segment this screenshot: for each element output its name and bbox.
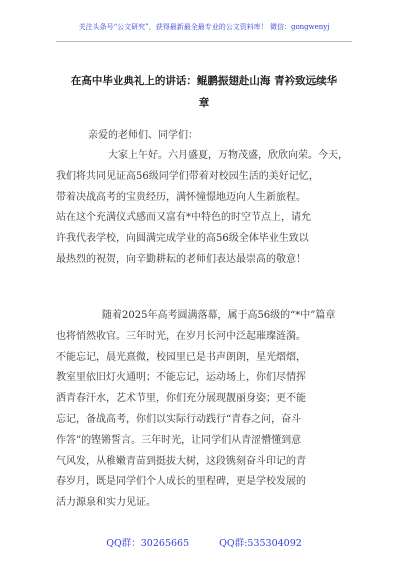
title-line-2: 章	[198, 97, 210, 109]
paragraph-line: 许我代表学校，向圆满完成学业的高56级全体毕业生致以	[56, 233, 309, 245]
header-banner: 关注头条号“公文研究”，获得最新最全最专业的公文资料库！ 微信：gongwenyj	[78, 23, 330, 31]
paragraph-line: 不能忘记，晨光熹微，校园里已是书声朗朗，星光熠熠，	[56, 351, 306, 363]
paragraph-line: 大家上午好。六月盛夏，万物茂盛，欣欣向荣。今天，	[108, 150, 348, 161]
paragraph-line: 我们将共同见证高56级同学们带着对校园生活的美好记忆，	[56, 170, 319, 182]
paragraph-line: 忘记，备战高考，你们以实际行动践行“青春之问，奋斗	[56, 413, 302, 425]
paragraph-line: 带着决战高考的宝贵经历，满怀憧憬地迈向人生新旅程。	[56, 191, 306, 203]
paragraph-line: 也将悄然收官。三年时光，在岁月长河中泛起璀璨涟漪。	[56, 330, 306, 342]
salutation: 亲爱的老师们、同学们：	[88, 130, 198, 141]
paragraph-line: 站在这个充满仪式感而又富有*中特色的时空节点上，请允	[56, 212, 311, 224]
header-divider	[56, 41, 352, 42]
paragraph-line: 气风发，从稚嫩青苗到挺拔大树，这段镌刻奋斗印记的青	[56, 455, 306, 467]
paragraph-line: 活力源泉和实力见证。	[56, 497, 156, 509]
paragraph-line: 作答”的铿锵誓言。三年时光，让同学们从青涩懵懂到意	[56, 434, 302, 446]
paragraph-line: 春岁月，既是同学们个人成长的里程碑，更是学校发展的	[56, 476, 306, 488]
footer-contacts	[0, 535, 408, 549]
footer-qq-group-1: QQ群：30265665	[106, 538, 190, 549]
paragraph-line: 最热烈的祝贺，向辛勤耕耘的老师们表达最崇高的敬意！	[56, 253, 306, 265]
paragraph-2	[56, 306, 352, 514]
paragraph-line: 随着2025年高考圆满落幕，属于高56级的“*中”篇章	[102, 310, 336, 321]
document-title	[56, 70, 352, 114]
paragraph-1	[56, 146, 352, 271]
paragraph-line: 教室里依旧灯火通明；不能忘记，运动场上，你们尽情挥	[56, 372, 306, 384]
footer-qq-group-2: QQ群:535304092	[219, 538, 302, 549]
title-line-1: 在高中毕业典礼上的讲话：鲲鹏振翅赴山海 青衿致远续华	[70, 75, 338, 87]
paragraph-line: 洒青春汗水，艺术节里，你们充分展现靓丽身姿；更不能	[56, 393, 306, 405]
